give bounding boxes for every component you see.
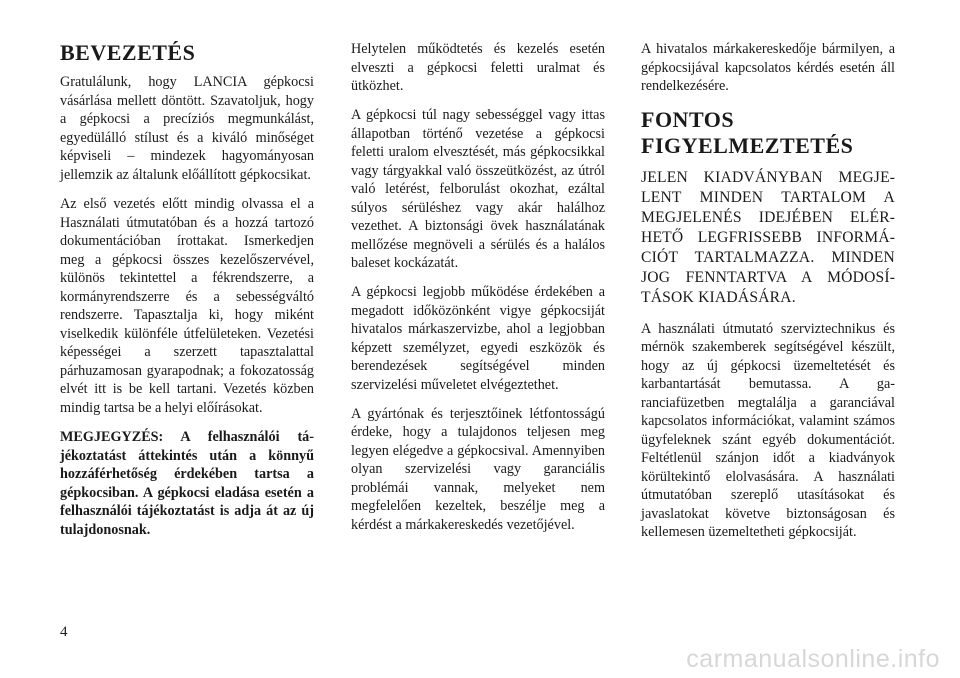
section-heading-bevezetes: BEVEZETÉS [60, 40, 196, 65]
paragraph: A hivatalos márkakereskedője bármilyen, a gépkocsijával kapcsolatos kérdés esetén áll rendelkezésére. [641, 41, 895, 94]
paragraph: A gépkocsi túl nagy sebességgel vagy ittas állapotban történő vezetése a gépkocsi feletti uralom elvesztését, más gépkocsikkal vagy tárgyakkal való összeütközést, az útról való letérést, felborulást okozhat, ezáltal súlyos sérüléshez vagy akár halálhoz vezethet. A biztonsági övek használatának mellőzése megnöveli a sérülés és a halálos baleset kockázatát. [351, 107, 605, 271]
note-paragraph: MEGJEGYZÉS: A felhasználói tájékoztatást áttekintés után a könnyű hozzáférhetőség érdekében tartsa a gépkocsiban. A gépkocsi eladása esetén a felhasználói tájékoztatást is adja át az új tulajdonosnak. [60, 429, 314, 538]
section-heading-fontos-figyelmeztetes: FONTOS FIGYELMEZTETÉS [641, 106, 854, 158]
page-number: 4 [60, 624, 68, 640]
notice-paragraph: JELEN KIADVÁNYBAN MEGJELENT MINDEN TARTALOM A MEGJELENÉS IDEJÉBEN ELÉRHETŐ LEGFRISSEBB INFORMÁCIÓT TARTALMAZZA. MINDEN JOG FENNTARTVA A MÓDOSÍTÁSOK KIADÁSÁRA. [641, 168, 895, 306]
column-left [60, 40, 314, 550]
watermark: carmanualsonline.info [686, 645, 940, 673]
paragraph: A gyártónak és terjesztőinek létfontosságú érdeke, hogy a tulajdonos teljesen meg legyen elégedve a gépkocsival. Amennyiben olyan szervizelési vagy garanciális problémái vannak, melyeket nem megfelelően kezeltek, beszélje meg a kérdést a márkakereskedés vezetőjével. [351, 405, 605, 533]
paragraph: Az első vezetés előtt mindig olvassa el a Használati útmutatóban és a hozzá tartozó dokumentációban írottakat. Ismerkedjen meg a gépkocsi összes kezelőszervével, különös tekintettel a fékrendszerre, a kormányrendszerre és a sebességváltó rendszerre. Tapasztalja ki, hogy miként viselkedik különféle útfelületeken. Vezetési képességei a szerzett tapasztalattal párhuzamosan gyarapodnak; a fokozatosság elvét itt is be kell tartani. Vezetés közben mindig tartsa be a helyi előírásokat. [60, 196, 314, 416]
paragraph: Gratulálunk, hogy LANCIA gépkocsi vásárlása mellett döntött. Szavatoljuk, hogy a gépkocsi a precíziós megmunkálást, egyedülálló stílust és a kiváló minőséget képviseli – mindezek hagyományosan jellemzik az általunk előállított gépkocsikat. [60, 74, 314, 183]
column-middle [351, 40, 605, 545]
paragraph: A gépkocsi legjobb működése érdekében a megadott időközönként vigye gépkocsiját hivatalos márkaszervizbe, ahol a legjobban képzett személyzet, egyedi eszközök és berendezések segítségével minden szervizelési műveletet elvégeztethet. [351, 284, 605, 393]
column-right [641, 40, 895, 553]
paragraph: Helytelen működtetés és kezelés esetén elveszti a gépkocsi feletti uralmat és ütközhet. [351, 41, 605, 94]
paragraph: A használati útmutató szerviztechnikus és mérnök szakemberek segítségével készült, hogy az új gépkocsi üzemeltetését és karbantartását bemutassa. A garanciafüzetben megtalálja a garanciával kapcsolatos információkat, valamint számos ügyfeleknek szánt egyéb dokumentációt. Feltétlenül szánjon időt a kiadványok körültekintő elolvasására. A használati útmutatóban szereplő utasításokat és javaslatokat követve biztonságosan és kellemesen üzemeltetheti gépkocsiját. [641, 320, 895, 540]
